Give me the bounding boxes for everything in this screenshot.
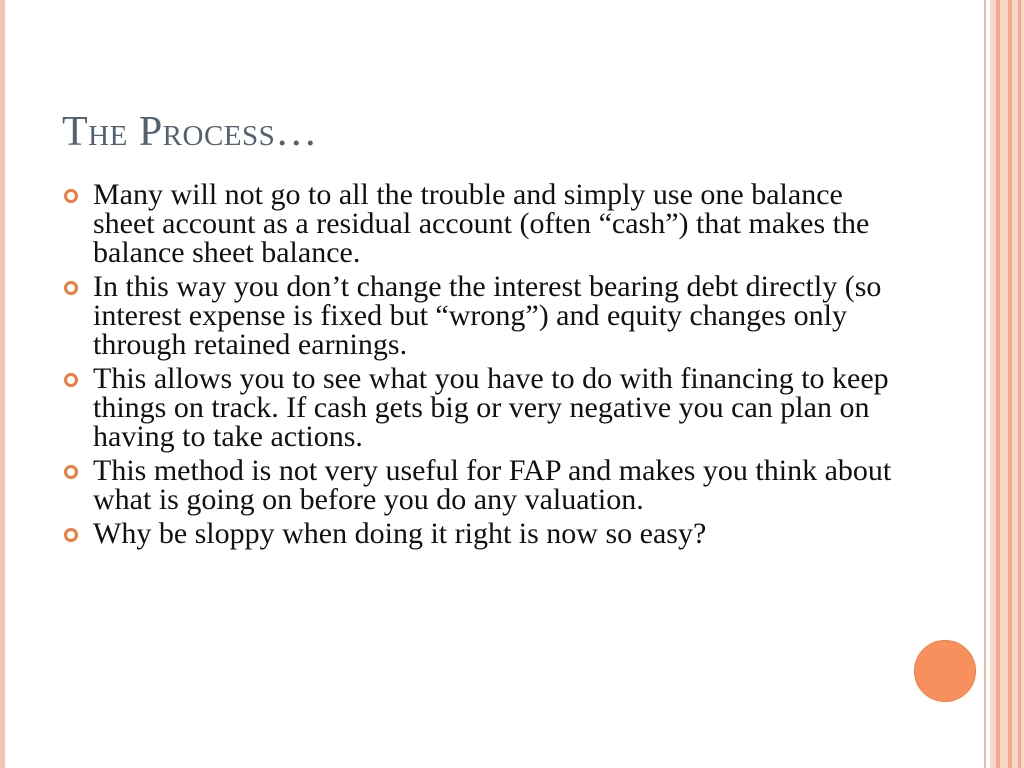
bullet-item <box>62 456 892 514</box>
right-border-line <box>1018 0 1021 768</box>
circle-bullet-icon <box>64 465 78 479</box>
left-border-stripe <box>0 0 5 768</box>
bullet-item <box>62 272 892 359</box>
bullet-text: This allows you to see what you have to do with financing to keep things on track. If cash gets big or very negative you can plan on having to take actions. <box>93 362 889 453</box>
bullet-item <box>62 364 892 451</box>
bullet-item <box>62 180 892 267</box>
bullet-text: Many will not go to all the trouble and simply use one balance sheet account as a residual account (often “cash”) that makes the balance sheet balance. <box>93 178 870 269</box>
bullet-list <box>62 180 892 553</box>
circle-bullet-icon <box>64 189 78 203</box>
bullet-text: Why be sloppy when doing it right is now so easy? <box>93 517 707 550</box>
bullet-text: This method is not very useful for FAP and makes you think about what is going on before you do any valuation. <box>93 454 892 516</box>
circle-bullet-icon <box>64 281 78 295</box>
right-border-line <box>1008 0 1012 768</box>
circle-bullet-icon <box>64 373 78 387</box>
right-border-line <box>984 0 986 768</box>
decorative-circle <box>914 640 976 702</box>
circle-bullet-icon <box>64 528 78 542</box>
right-border-line <box>996 0 1000 768</box>
bullet-item <box>62 519 892 548</box>
slide-title: The Process… <box>62 109 318 155</box>
bullet-text: In this way you don’t change the interest bearing debt directly (so interest expense is fixed but “wrong”) and equity changes only through retained earnings. <box>93 270 882 361</box>
